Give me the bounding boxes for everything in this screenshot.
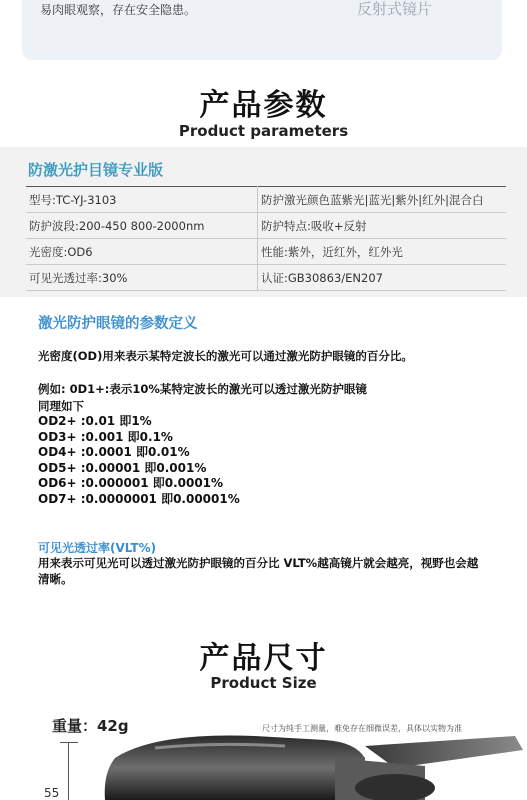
list-item: OD7+ :0.0000001 即0.00001%	[38, 491, 240, 506]
same-as-label: 同理如下	[38, 399, 84, 413]
table-row	[26, 213, 506, 239]
dimension-line	[68, 742, 69, 800]
dimension-line-cap	[60, 742, 78, 743]
table-cell: 型号:TC-YJ-3103	[26, 187, 258, 213]
vlt-text: 用来表示可见光可以透过激光防护眼镜的百分比 VLT%越高镜片就会越亮，视野也会越清晰。	[38, 556, 479, 586]
top-card-text: 易肉眼观察，存在安全隐患。	[40, 3, 197, 17]
list-item: OD2+ :0.01 即1%	[38, 414, 152, 428]
goggles-image	[95, 728, 525, 800]
list-item: OD3+ :0.001 即0.1%	[38, 429, 173, 444]
table-cell: 防护激光颜色蓝紫光|蓝光|紫外|红外|混合白	[258, 187, 507, 213]
table-row	[26, 187, 506, 213]
dimension-value: 55	[44, 786, 60, 800]
table-cell: 可见光透过率:30%	[26, 265, 258, 291]
table-cell: 认证:GB30863/EN207	[258, 265, 507, 291]
od-list	[38, 414, 240, 507]
table-cell: 防护特点:吸收+反射	[258, 213, 507, 239]
params-table	[26, 186, 506, 291]
params-subtitle: Product parameters	[178, 122, 349, 140]
table-row	[26, 239, 506, 265]
params-title: 产品参数	[199, 88, 328, 123]
definition-title: 激光防护眼镜的参数定义	[38, 316, 198, 332]
params-panel-title: 防激光护目镜专业版	[28, 161, 164, 179]
weight-label: 重量：42g	[52, 717, 129, 735]
measurement-note: 尺寸为纯手工测量，难免存在细微误差，具体以实物为准	[262, 724, 462, 733]
size-title: 产品尺寸	[199, 641, 328, 676]
table-cell: 光密度:OD6	[26, 239, 258, 265]
table-cell: 性能:紫外，近红外，红外光	[258, 239, 507, 265]
list-item: OD6+ :0.000001 即0.0001%	[38, 476, 224, 490]
list-item: OD5+ :0.00001 即0.001%	[38, 460, 207, 475]
top-card-right-label: 反射式镜片	[356, 0, 432, 18]
top-info-card	[22, 0, 502, 60]
table-row	[26, 265, 506, 291]
size-subtitle: Product Size	[210, 674, 317, 692]
example-text: 例如: 0D1+:表示10%某特定波长的激光可以透过激光防护眼镜	[38, 382, 367, 396]
od-definition-text: 光密度(OD)用来表示某特定波长的激光可以通过激光防护眼镜的百分比。	[38, 349, 413, 363]
vlt-title: 可见光透过率(VLT%)	[38, 541, 157, 555]
table-cell: 防护波段:200-450 800-2000nm	[26, 213, 258, 239]
list-item: OD4+ :0.0001 即0.01%	[38, 445, 190, 459]
